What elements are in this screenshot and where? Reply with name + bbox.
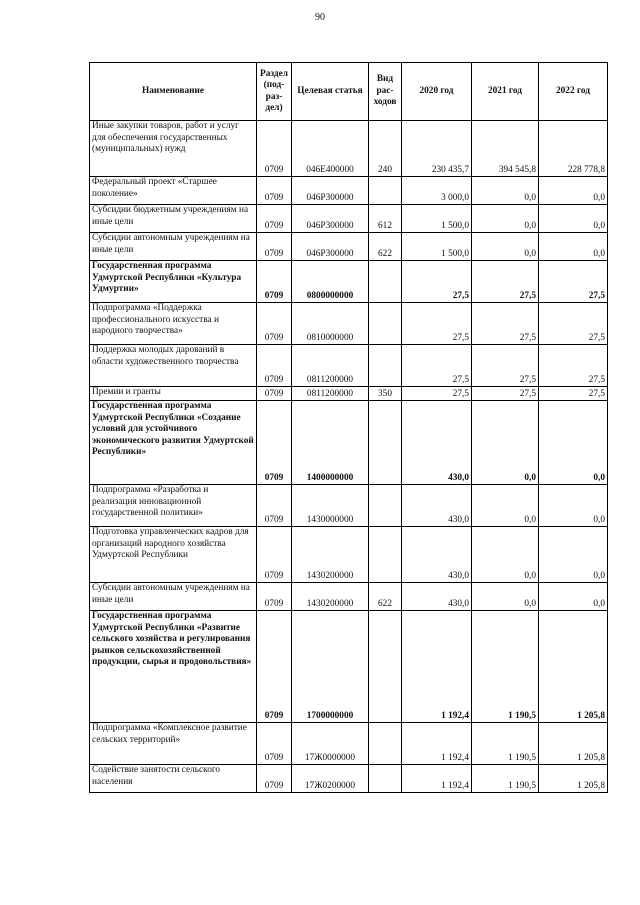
cell-target: 0811200000: [292, 387, 369, 401]
table-row: [90, 205, 608, 233]
cell-target: 1430200000: [292, 583, 369, 611]
cell-name: Премии и гранты: [90, 387, 257, 401]
cell-type: [369, 303, 402, 345]
cell-name: Государственная программа Удмуртской Республики «Культура Удмуртии»: [90, 261, 257, 303]
cell-target: 0800000000: [292, 261, 369, 303]
col-header-type: Вид рас- ходов: [369, 63, 402, 121]
cell-y2022: 0,0: [539, 583, 608, 611]
table-row: [90, 723, 608, 765]
table-row: [90, 177, 608, 205]
cell-type: [369, 485, 402, 527]
cell-section: 0709: [257, 121, 292, 177]
cell-y2022: 228 778,8: [539, 121, 608, 177]
cell-target: 046P300000: [292, 205, 369, 233]
cell-y2021: 0,0: [472, 177, 539, 205]
cell-name: Субсидии автономным учреждениям на иные цели: [90, 583, 257, 611]
cell-y2022: 0,0: [539, 233, 608, 261]
cell-y2021: 1 190,5: [472, 723, 539, 765]
cell-type: 240: [369, 121, 402, 177]
cell-target: 046P300000: [292, 233, 369, 261]
cell-y2021: 1 190,5: [472, 765, 539, 793]
cell-y2020: 27,5: [402, 345, 472, 387]
table-row: [90, 303, 608, 345]
cell-type: [369, 345, 402, 387]
cell-y2022: 1 205,8: [539, 723, 608, 765]
col-header-target: Целевая статья: [292, 63, 369, 121]
cell-y2020: 430,0: [402, 527, 472, 583]
cell-y2021: 0,0: [472, 583, 539, 611]
cell-target: 1430000000: [292, 485, 369, 527]
cell-section: 0709: [257, 611, 292, 723]
cell-section: 0709: [257, 233, 292, 261]
cell-y2020: 430,0: [402, 485, 472, 527]
cell-name: Подпрограмма «Поддержка профессионального искусства и народного творчества»: [90, 303, 257, 345]
cell-target: 046E400000: [292, 121, 369, 177]
cell-y2020: 1 192,4: [402, 723, 472, 765]
table-row: [90, 261, 608, 303]
cell-y2021: 27,5: [472, 261, 539, 303]
cell-y2021: 0,0: [472, 233, 539, 261]
cell-y2022: 0,0: [539, 205, 608, 233]
cell-y2022: 0,0: [539, 401, 608, 485]
cell-section: 0709: [257, 401, 292, 485]
cell-y2020: 1 192,4: [402, 765, 472, 793]
col-header-2021: 2021 год: [472, 63, 539, 121]
col-header-name: Наименование: [90, 63, 257, 121]
cell-name: Содействие занятости сельского населения: [90, 765, 257, 793]
page-number: 90: [315, 12, 325, 23]
col-header-2020: 2020 год: [402, 63, 472, 121]
table-row: [90, 527, 608, 583]
cell-section: 0709: [257, 261, 292, 303]
cell-type: [369, 527, 402, 583]
cell-y2022: 1 205,8: [539, 765, 608, 793]
cell-type: 622: [369, 583, 402, 611]
cell-type: 612: [369, 205, 402, 233]
cell-section: 0709: [257, 583, 292, 611]
cell-section: 0709: [257, 527, 292, 583]
cell-name: Государственная программа Удмуртской Республики «Создание условий для устойчивого экономического развития Удмуртской Республики»: [90, 401, 257, 485]
cell-target: 17Ж0200000: [292, 765, 369, 793]
col-header-2022: 2022 год: [539, 63, 608, 121]
cell-y2022: 1 205,8: [539, 611, 608, 723]
table-row: [90, 401, 608, 485]
table-row: [90, 345, 608, 387]
cell-target: 0811200000: [292, 345, 369, 387]
cell-target: 0810000000: [292, 303, 369, 345]
cell-section: 0709: [257, 205, 292, 233]
cell-section: 0709: [257, 765, 292, 793]
table-row: [90, 387, 608, 401]
cell-section: 0709: [257, 345, 292, 387]
cell-section: 0709: [257, 303, 292, 345]
cell-y2022: 0,0: [539, 177, 608, 205]
cell-y2022: 0,0: [539, 485, 608, 527]
table-header: [90, 63, 608, 121]
table-row: [90, 583, 608, 611]
table-row: [90, 765, 608, 793]
cell-name: Поддержка молодых дарований в области художественного творчества: [90, 345, 257, 387]
cell-y2021: 0,0: [472, 205, 539, 233]
budget-table: [89, 62, 608, 793]
cell-y2021: 394 545,8: [472, 121, 539, 177]
cell-target: 1700000000: [292, 611, 369, 723]
cell-y2020: 230 435,7: [402, 121, 472, 177]
cell-type: [369, 611, 402, 723]
table-row: [90, 485, 608, 527]
cell-y2020: 27,5: [402, 261, 472, 303]
table-row: [90, 611, 608, 723]
cell-type: 622: [369, 233, 402, 261]
cell-target: 17Ж0000000: [292, 723, 369, 765]
cell-y2020: 1 500,0: [402, 205, 472, 233]
cell-y2022: 27,5: [539, 303, 608, 345]
cell-name: Иные закупки товаров, работ и услуг для обеспечения государственных (муниципальных) нужд: [90, 121, 257, 177]
cell-y2022: 27,5: [539, 261, 608, 303]
cell-y2021: 27,5: [472, 387, 539, 401]
cell-y2020: 430,0: [402, 583, 472, 611]
table-row: [90, 233, 608, 261]
cell-y2021: 0,0: [472, 527, 539, 583]
cell-section: 0709: [257, 387, 292, 401]
cell-y2022: 27,5: [539, 387, 608, 401]
cell-y2021: 27,5: [472, 345, 539, 387]
cell-type: [369, 261, 402, 303]
cell-name: Подпрограмма «Комплексное развитие сельских территорий»: [90, 723, 257, 765]
cell-y2021: 27,5: [472, 303, 539, 345]
cell-type: 350: [369, 387, 402, 401]
cell-type: [369, 765, 402, 793]
cell-name: Подготовка управленческих кадров для организаций народного хозяйства Удмуртской Республики: [90, 527, 257, 583]
cell-y2020: 430,0: [402, 401, 472, 485]
cell-name: Подпрограмма «Разработка и реализация инновационной государственной политики»: [90, 485, 257, 527]
cell-target: 1400000000: [292, 401, 369, 485]
cell-target: 046P300000: [292, 177, 369, 205]
cell-section: 0709: [257, 485, 292, 527]
cell-y2020: 3 000,0: [402, 177, 472, 205]
cell-y2021: 0,0: [472, 485, 539, 527]
cell-y2020: 1 192,4: [402, 611, 472, 723]
cell-name: Субсидии бюджетным учреждениям на иные цели: [90, 205, 257, 233]
cell-y2020: 27,5: [402, 303, 472, 345]
cell-section: 0709: [257, 177, 292, 205]
cell-name: Государственная программа Удмуртской Республики «Развитие сельского хозяйства и регулирования рынков сельскохозяйственной продукции, сырья и продовольствия»: [90, 611, 257, 723]
cell-type: [369, 401, 402, 485]
cell-name: Субсидии автономным учреждениям на иные цели: [90, 233, 257, 261]
cell-y2022: 0,0: [539, 527, 608, 583]
cell-name: Федеральный проект «Старшее поколение»: [90, 177, 257, 205]
cell-type: [369, 177, 402, 205]
col-header-section: Раздел (под- раз- дел): [257, 63, 292, 121]
cell-y2022: 27,5: [539, 345, 608, 387]
cell-type: [369, 723, 402, 765]
cell-y2021: 0,0: [472, 401, 539, 485]
cell-y2020: 1 500,0: [402, 233, 472, 261]
table-row: [90, 121, 608, 177]
cell-section: 0709: [257, 723, 292, 765]
cell-y2020: 27,5: [402, 387, 472, 401]
cell-target: 1430200000: [292, 527, 369, 583]
cell-y2021: 1 190,5: [472, 611, 539, 723]
